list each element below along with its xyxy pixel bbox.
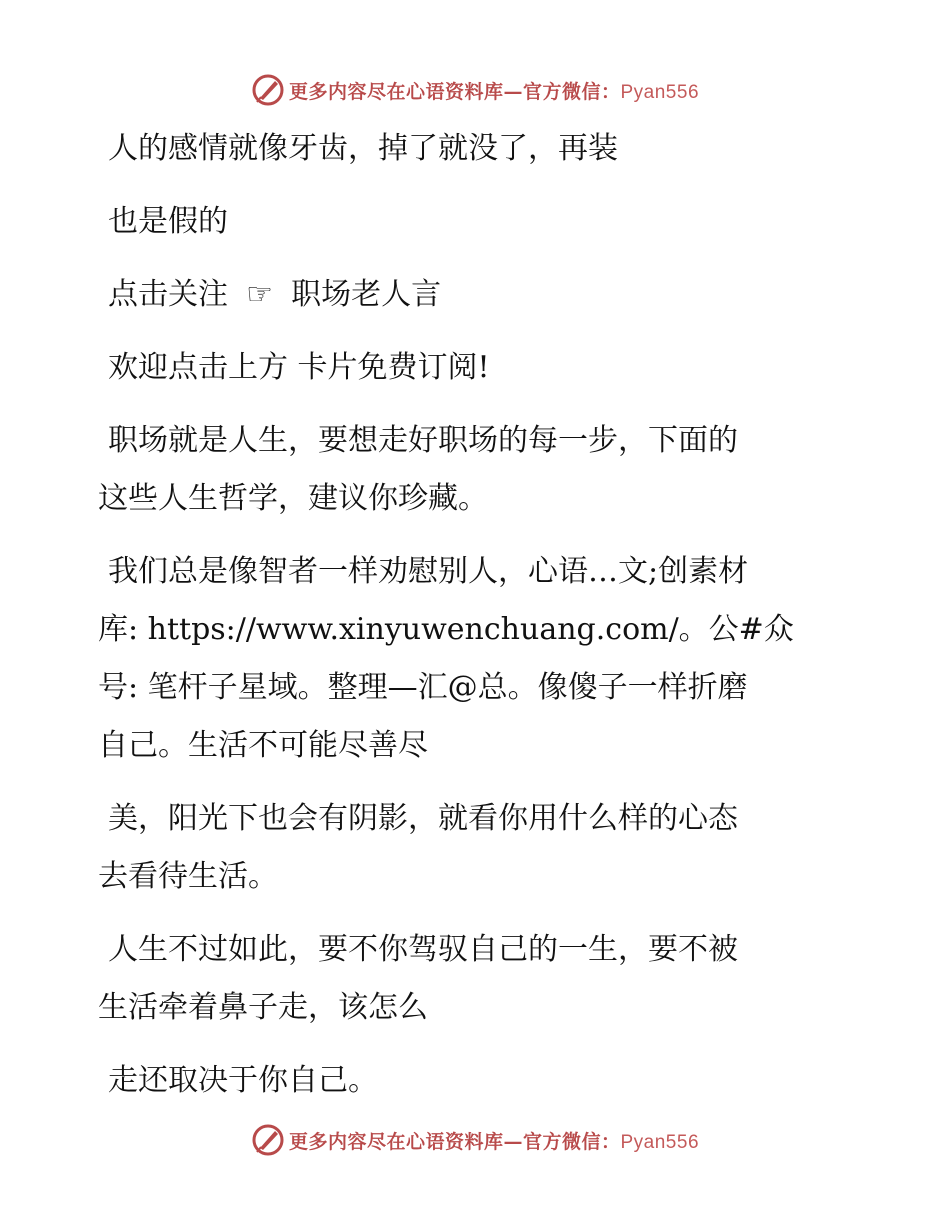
paragraph-8-line-2: 生活牵着鼻子走，该怎么	[98, 990, 428, 1025]
paragraph-2: 也是假的	[108, 204, 228, 239]
banner-wechat-id: Pyan556	[620, 1131, 700, 1153]
banner-wechat-id: Pyan556	[620, 81, 700, 103]
quill-pen-logo-icon	[251, 73, 285, 107]
header-banner	[0, 70, 950, 110]
banner-text: 更多内容尽在心语资料库—官方微信：	[288, 80, 621, 103]
paragraph-5-line-1: 职场就是人生，要想走好职场的每一步，下面的	[108, 423, 738, 458]
paragraph-6-line-4: 自己。生活不可能尽善尽	[98, 728, 428, 763]
banner-text: 更多内容尽在心语资料库—官方微信：	[288, 1130, 621, 1153]
account-name: 职场老人言	[291, 277, 442, 312]
paragraph-1: 人的感情就像牙齿，掉了就没了，再装	[108, 131, 618, 166]
paragraph-3	[98, 266, 858, 324]
follow-prompt: 点击关注	[108, 277, 228, 312]
paragraph-7-line-1: 美，阳光下也会有阴影，就看你用什么样的心态	[108, 801, 738, 836]
pointing-hand-icon: ☞	[246, 277, 273, 312]
quill-pen-logo-icon	[251, 1123, 285, 1157]
paragraph-5-line-2: 这些人生哲学，建议你珍藏。	[98, 481, 488, 516]
paragraph-6-line-1: 我们总是像智者一样劝慰别人，心语…文;创素材	[108, 554, 749, 589]
paragraph-6-line-2: 库: https://www.xinyuwenchuang.com/。公#众	[98, 612, 794, 647]
document-body	[98, 120, 858, 1110]
paragraph-7-line-2: 去看待生活。	[98, 859, 278, 894]
footer-banner	[0, 1120, 950, 1160]
paragraph-4: 欢迎点击上方 卡片免费订阅!	[108, 350, 490, 385]
banner-caption	[289, 1127, 699, 1154]
paragraph-6-line-3: 号: 笔杆子星域。整理—汇@总。像傻子一样折磨	[98, 670, 748, 705]
banner-caption	[289, 77, 699, 104]
paragraph-9: 走还取决于你自己。	[108, 1063, 378, 1098]
paragraph-8-line-1: 人生不过如此，要不你驾驭自己的一生，要不被	[108, 932, 738, 967]
